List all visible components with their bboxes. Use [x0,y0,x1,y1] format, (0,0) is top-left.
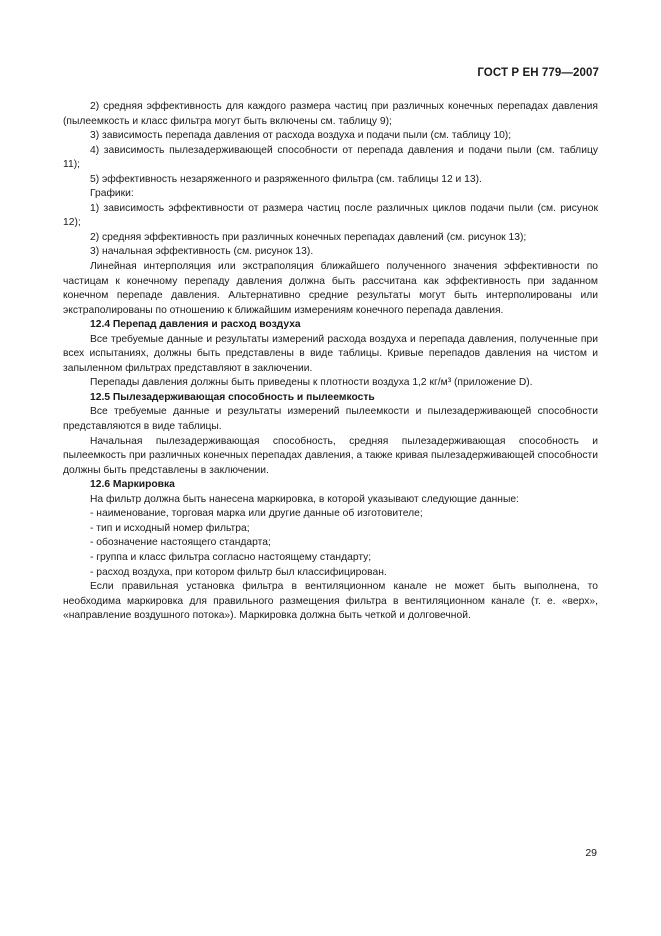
list-item-figure-particle-size: 1) зависимость эффективности от размера частиц после различных циклов подачи пыли (см. рисунок 12); [63,202,598,229]
list-item-figure-initial-efficiency: 3) начальная эффективность (см. рисунок 13). [90,246,314,258]
marking-item-type: - тип и исходный номер фильтра; [90,522,250,534]
marking-item-airflow: - расход воздуха, при котором фильтр был классифицирован. [90,566,387,578]
arrestance-conclusion-paragraph: Начальная пылезадерживающая способность, средняя пылезадерживающая способность и пылеемкость при различных конечных перепадах давления, а также кривая пылезадерживающей способности должны быть представлены в заключении. [63,435,598,476]
list-item-table-charged-efficiency: 5) эффективность незаряженного и разряженного фильтра (см. таблицы 12 и 13). [90,173,482,185]
pressure-drop-paragraph: Все требуемые данные и результаты измерений расхода воздуха и перепада давления, полученные при всех испытаниях, должны быть представлены в виде таблицы. Кривые перепадов давления на чистом и запыленном фильтрах представляют в заключении. [63,333,598,374]
graphs-label: Графики: [90,188,134,200]
section-heading-12-4: 12.4 Перепад давления и расход воздуха [90,319,301,331]
section-heading-12-6: 12.6 Маркировка [90,479,175,491]
marking-item-manufacturer: - наименование, торговая марка или другие данные об изготовителе; [90,508,423,520]
marking-item-class: - группа и класс фильтра согласно настоящему стандарту; [90,551,372,563]
marking-orientation-paragraph: Если правильная установка фильтра в вентиляционном канале не может быть выполнена, то необходима маркировка для правильного размещения фильтра в вентиляционном канале (т. е. «верх», «направление воздушного потока»). Маркировка должна быть четкой и долговечной. [63,581,598,622]
list-item-table-arrestance: 4) зависимость пылезадерживающей способности от перепада давления и подачи пыли (см. таблицу 11); [63,144,598,171]
document-code-header: ГОСТ Р ЕН 779—2007 [477,67,599,79]
section-heading-12-5: 12.5 Пылезадерживающая способность и пылеемкость [90,391,375,403]
dust-data-paragraph: Все требуемые данные и результаты измерений пылеемкости и пылезадерживающей способности представляются в виде таблицы. [63,406,598,433]
page-number: 29 [585,847,597,859]
interpolation-paragraph: Линейная интерполяция или экстраполяция ближайшего полученного значения эффективности по частицам к конечному перепаду давления должна быть рассчитана как эффективность при заданном конечном перепаде давления. Альтернативно средние результаты могут быть интерполированы или экстраполированы по отношению к ближайшим измерениям конечного перепада давления. [63,261,598,316]
marking-intro-paragraph: На фильтр должна быть нанесена маркировка, в которой указывают следующие данные: [90,493,519,505]
list-item-figure-average-efficiency: 2) средняя эффективность при различных конечных перепадах давлений (см. рисунок 13); [90,231,527,243]
marking-item-standard: - обозначение настоящего стандарта; [90,537,271,549]
document-body [63,100,598,624]
list-item-table-efficiency: 2) средняя эффективность для каждого размера частиц при различных конечных перепадах давления (пылеемкость и класс фильтра могут быть включены см. таблицу 9); [63,101,598,127]
air-density-paragraph: Перепады давления должны быть приведены к плотности воздуха 1,2 кг/м³ (приложение D). [90,377,533,389]
list-item-table-pressure-drop: 3) зависимость перепада давления от расхода воздуха и подачи пыли (см. таблицу 10); [90,130,512,142]
